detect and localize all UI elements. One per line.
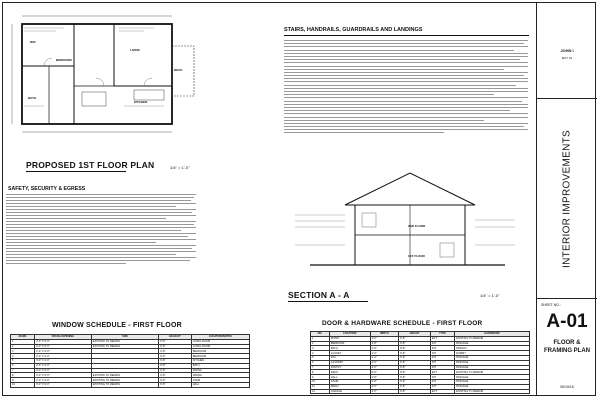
section-label: 1ST FLOOR	[408, 254, 425, 258]
room-label: DECK	[174, 68, 183, 72]
table-cell: 3'-0" X 4'-0"	[35, 358, 92, 363]
table-cell: 6'-8"	[159, 358, 192, 363]
table-cell: 2'-8"	[370, 341, 399, 346]
room-label: BATH	[28, 96, 37, 100]
table-cell: 4	[311, 351, 330, 356]
table-cell: 3'-0"	[370, 389, 399, 394]
stairs-title: STAIRS, HANDRAILS, GUARDRAILS AND LANDINGS	[284, 27, 423, 33]
table-cell: LAUNDRY	[329, 360, 370, 365]
table-cell: DECK	[329, 370, 370, 375]
safety-notes	[6, 194, 198, 266]
table-cell: 6	[11, 363, 35, 368]
table-cell: PASSAGE	[455, 355, 530, 360]
table-cell: INT	[430, 341, 454, 346]
table-cell: 3'-0"	[370, 336, 399, 341]
stairs-underline	[284, 35, 529, 36]
table-cell: 6'-8"	[399, 355, 431, 360]
table-cell: INT	[430, 346, 454, 351]
table-cell: DINING	[191, 373, 249, 378]
table-cell: 2'-0" X 3'-0"	[35, 378, 92, 383]
table-cell: 6'-8"	[399, 351, 431, 356]
table-cell: 6'-8"	[399, 375, 431, 380]
table-cell: 6'-8"	[159, 363, 192, 368]
table-cell: PRIVACY	[455, 346, 530, 351]
sheet-date: 05/15/16	[560, 385, 574, 389]
table-cell: BEDROOM	[191, 349, 249, 354]
table-cell: HALL	[191, 382, 249, 387]
table-cell: PASSAGE	[455, 365, 530, 370]
table-cell: 6'-0"	[370, 370, 399, 375]
table-cell: 6'-8"	[159, 373, 192, 378]
section-drawing	[290, 165, 520, 270]
table-cell: 3'-0" X 5'-0"	[35, 344, 92, 349]
table-cell: 6'-8"	[399, 379, 431, 384]
table-cell: 2'-6"	[370, 360, 399, 365]
table-cell: 6'-8"	[159, 344, 192, 349]
table-cell: 3'-0" X 5'-0"	[35, 339, 92, 344]
stairs-notes	[284, 40, 529, 136]
table-cell: PASSAGE	[455, 375, 530, 380]
table-cell: 12	[311, 389, 330, 394]
table-cell: BEDROOM	[329, 341, 370, 346]
safety-title: SAFETY, SECURITY & EGRESS	[8, 186, 86, 192]
table-cell: INT	[430, 355, 454, 360]
table-cell: 6'-8"	[159, 382, 192, 387]
table-header: ROUGH OPENING	[35, 335, 92, 340]
table-cell: DUMMY	[455, 351, 530, 356]
client-name: JOHN I	[560, 48, 574, 53]
table-cell: 6'-8"	[399, 365, 431, 370]
floor-plan-scale: 1/4" = 1'-0"	[170, 165, 190, 170]
table-cell: 2'-0" X 3'-0"	[35, 349, 92, 354]
table-cell: BATH	[329, 346, 370, 351]
table-cell: INT	[430, 351, 454, 356]
table-cell: 2'-8"	[370, 375, 399, 380]
table-cell: EXISTING TO REMAIN	[91, 373, 158, 378]
table-cell: 6	[311, 360, 330, 365]
room-label: KITCHEN	[134, 100, 148, 104]
table-cell: 2'-0"	[370, 351, 399, 356]
table-cell: EXT	[430, 389, 454, 394]
table-header: LOCATION/NOTES	[191, 335, 249, 340]
table-header: HEAD HT	[159, 335, 192, 340]
client-date: MAY 01	[561, 56, 573, 60]
table-cell: EXISTING TO REMAIN	[455, 389, 530, 394]
table-header: MARK	[11, 335, 35, 340]
table-cell: 2	[11, 344, 35, 349]
table-cell: 2'-6"	[370, 346, 399, 351]
table-cell: 3'-0" X 5'-0"	[35, 368, 92, 373]
section-underline	[288, 301, 368, 302]
table-cell: INT	[430, 360, 454, 365]
table-cell: 6'-8"	[399, 341, 431, 346]
table-cell: 2'-8"	[370, 379, 399, 384]
table-cell: 2'-6"	[370, 384, 399, 389]
table-cell: PASSAGE	[455, 360, 530, 365]
table-cell: EXISTING TO REMAIN	[455, 370, 530, 375]
table-cell: 1	[311, 336, 330, 341]
table-header: SIZE	[91, 335, 158, 340]
table-cell: 6'-8"	[399, 389, 431, 394]
table-cell: 3	[11, 349, 35, 354]
table-cell: HALL	[329, 375, 370, 380]
table-cell: 2'-0" X 3'-0"	[35, 363, 92, 368]
table-header: HEIGHT	[399, 332, 431, 337]
room-label: WIC	[30, 40, 36, 44]
table-cell: MECH	[329, 384, 370, 389]
room-label: BEDROOM	[56, 58, 72, 62]
table-cell: PASSAGE	[455, 384, 530, 389]
table-header: TYPE	[430, 332, 454, 337]
table-header: NO.	[311, 332, 330, 337]
table-cell: STAIR	[329, 379, 370, 384]
table-cell: GARAGE	[329, 389, 370, 394]
table-header: HARDWARE	[455, 332, 530, 337]
table-row	[11, 382, 250, 387]
section-scale: 1/4" = 1'-0"	[480, 293, 500, 298]
table-cell: EXISTING TO REMAIN	[91, 378, 158, 383]
table-cell: CLOSET	[329, 351, 370, 356]
table-cell: EXT	[430, 336, 454, 341]
table-cell: 6'-8"	[159, 339, 192, 344]
table-cell: 1	[11, 339, 35, 344]
table-cell: 2'-4"	[370, 355, 399, 360]
table-row	[311, 389, 530, 394]
table-cell: 3'-0" X 5'-0"	[35, 382, 92, 387]
floor-plan-title: PROPOSED 1ST FLOOR PLAN	[26, 160, 155, 170]
table-cell: WIC	[329, 355, 370, 360]
table-cell: PASSAGE	[455, 341, 530, 346]
table-cell: 5	[311, 355, 330, 360]
sheet-title: FLOOR & FRAMING PLAN	[544, 340, 590, 354]
client-box	[537, 2, 597, 98]
table-cell: EXISTING TO REMAIN	[91, 339, 158, 344]
table-cell: 7	[311, 365, 330, 370]
table-cell: INT	[430, 384, 454, 389]
table-cell: 10	[311, 379, 330, 384]
table-cell: INT	[430, 365, 454, 370]
table-cell: BATH	[191, 363, 249, 368]
table-cell: EXISTING TO REMAIN	[455, 336, 530, 341]
table-cell: 9	[311, 375, 330, 380]
section-title: SECTION A - A	[288, 290, 350, 300]
window-schedule-table	[10, 334, 250, 388]
table-cell: ENTRY	[329, 336, 370, 341]
table-cell: 6'-8"	[159, 349, 192, 354]
table-cell: 6'-8"	[399, 370, 431, 375]
table-header: WIDTH	[370, 332, 399, 337]
table-cell: 6'-8"	[159, 354, 192, 359]
table-cell: 4	[11, 354, 35, 359]
table-cell: EXISTING TO REMAIN	[91, 382, 158, 387]
table-cell: 11	[311, 384, 330, 389]
table-cell: 6'-8"	[399, 336, 431, 341]
sheet-number: A-01	[546, 311, 588, 332]
table-cell: 3	[311, 346, 330, 351]
table-cell: INT	[430, 379, 454, 384]
table-cell: 5	[11, 358, 35, 363]
section-label: 2ND FLOOR	[408, 224, 426, 228]
table-cell: LIVING ROOM	[191, 339, 249, 344]
table-cell: 9	[11, 378, 35, 383]
room-label: LIVING	[130, 48, 141, 52]
table-cell: PASSAGE	[455, 379, 530, 384]
table-cell: EXT	[430, 370, 454, 375]
door-schedule-table	[310, 331, 530, 394]
table-header: LOCATION	[329, 332, 370, 337]
table-cell: 3'-0" X 5'-0"	[35, 373, 92, 378]
table-cell: 6'-8"	[399, 360, 431, 365]
project-name: INTERIOR IMPROVEMENTS	[561, 130, 573, 268]
table-cell: 2	[311, 341, 330, 346]
table-cell: 6'-8"	[399, 384, 431, 389]
table-cell: 7	[11, 368, 35, 373]
table-cell: STAIR	[191, 378, 249, 383]
door-schedule-title: DOOR & HARDWARE SCHEDULE - FIRST FLOOR	[322, 320, 483, 327]
sheet-box	[537, 298, 597, 396]
title-underline	[26, 171, 126, 172]
window-schedule-title: WINDOW SCHEDULE - FIRST FLOOR	[52, 322, 182, 329]
table-cell: 2'-0" X 3'-0"	[35, 354, 92, 359]
table-cell: KITCHEN	[191, 358, 249, 363]
table-cell: PANTRY	[329, 365, 370, 370]
table-cell: BEDROOM	[191, 354, 249, 359]
sheet-label: SHEET NO.:	[541, 303, 561, 307]
table-cell: 2'-0"	[370, 365, 399, 370]
table-cell: EXISTING TO REMAIN	[91, 344, 158, 349]
table-cell: 8	[11, 373, 35, 378]
table-cell: 6'-8"	[159, 378, 192, 383]
table-cell: LIVING ROOM	[191, 344, 249, 349]
table-cell: INT	[430, 375, 454, 380]
table-cell: 10	[11, 382, 35, 387]
table-cell: DINING	[191, 368, 249, 373]
table-cell: 6'-8"	[399, 346, 431, 351]
table-cell: 8	[311, 370, 330, 375]
table-cell: 6'-8"	[159, 368, 192, 373]
title-block	[536, 2, 596, 396]
project-box	[537, 98, 597, 298]
